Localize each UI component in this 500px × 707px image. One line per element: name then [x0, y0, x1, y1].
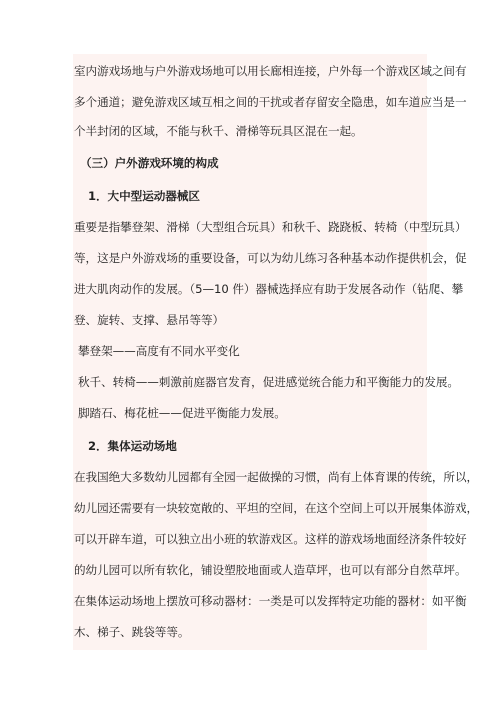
paragraph-line-8: 在我国绝大多数幼儿园都有全园一起做操的习惯，尚有上体育课的传统，所以，: [74, 470, 479, 484]
paragraph-line-3: 个半封闭的区域，不能与秋千、滑梯等玩具区混在一起。: [74, 124, 363, 138]
paragraph-line-11: 的幼儿园可以所有软化，铺设塑胶地面或人造草坪，也可以有部分自然草坪。: [74, 563, 467, 577]
list-item-1: 攀登架——高度有不同水平变化: [78, 344, 240, 358]
paragraph-line-5: 等，这是户外游戏场的重要设备，可以为幼儿练习各种基本动作提供机会，促: [74, 251, 467, 265]
subheading-1: 1．大中型运动器械区: [88, 189, 200, 203]
paragraph-line-7: 登、旋转、支撑、悬吊等等）: [74, 313, 225, 327]
list-item-2: 秋千、转椅——刺激前庭器官发育，促进感觉统合能力和平衡能力的发展。: [78, 375, 459, 389]
section-heading-3: （三）户外游戏环境的构成: [80, 156, 219, 170]
list-item-3: 脚踏石、梅花桩——促进平衡能力发展。: [78, 406, 286, 420]
paragraph-line-9: 幼儿园还需要有一块较宽敞的、平坦的空间，在这个空间上可以开展集体游戏，: [74, 501, 479, 515]
paragraph-line-6: 进大肌肉动作的发展。（5—10 件）器械选择应有助于发展各动作（钻爬、攀: [74, 282, 464, 296]
paragraph-line-2: 多个通道；避免游戏区域互相之间的干扰或者存留安全隐患，如车道应当是一: [74, 95, 467, 109]
paragraph-line-13: 木、梯子、跳袋等等。: [74, 625, 190, 639]
paragraph-line-12: 在集体运动场地上摆放可移动器材：一类是可以发挥特定功能的器材：如平衡: [74, 594, 467, 608]
paragraph-line-4: 重要是指攀登架、滑梯（大型组合玩具）和秋千、跷跷板、转椅（中型玩具）: [74, 220, 467, 234]
subheading-2: 2．集体运动场地: [88, 439, 177, 453]
paragraph-line-10: 可以开辟车道，可以独立出小班的软游戏区。这样的游戏场地面经济条件较好: [74, 532, 467, 546]
paragraph-line-1: 室内游戏场地与户外游戏场地可以用长廊相连接，户外每一个游戏区域之间有: [74, 64, 467, 78]
